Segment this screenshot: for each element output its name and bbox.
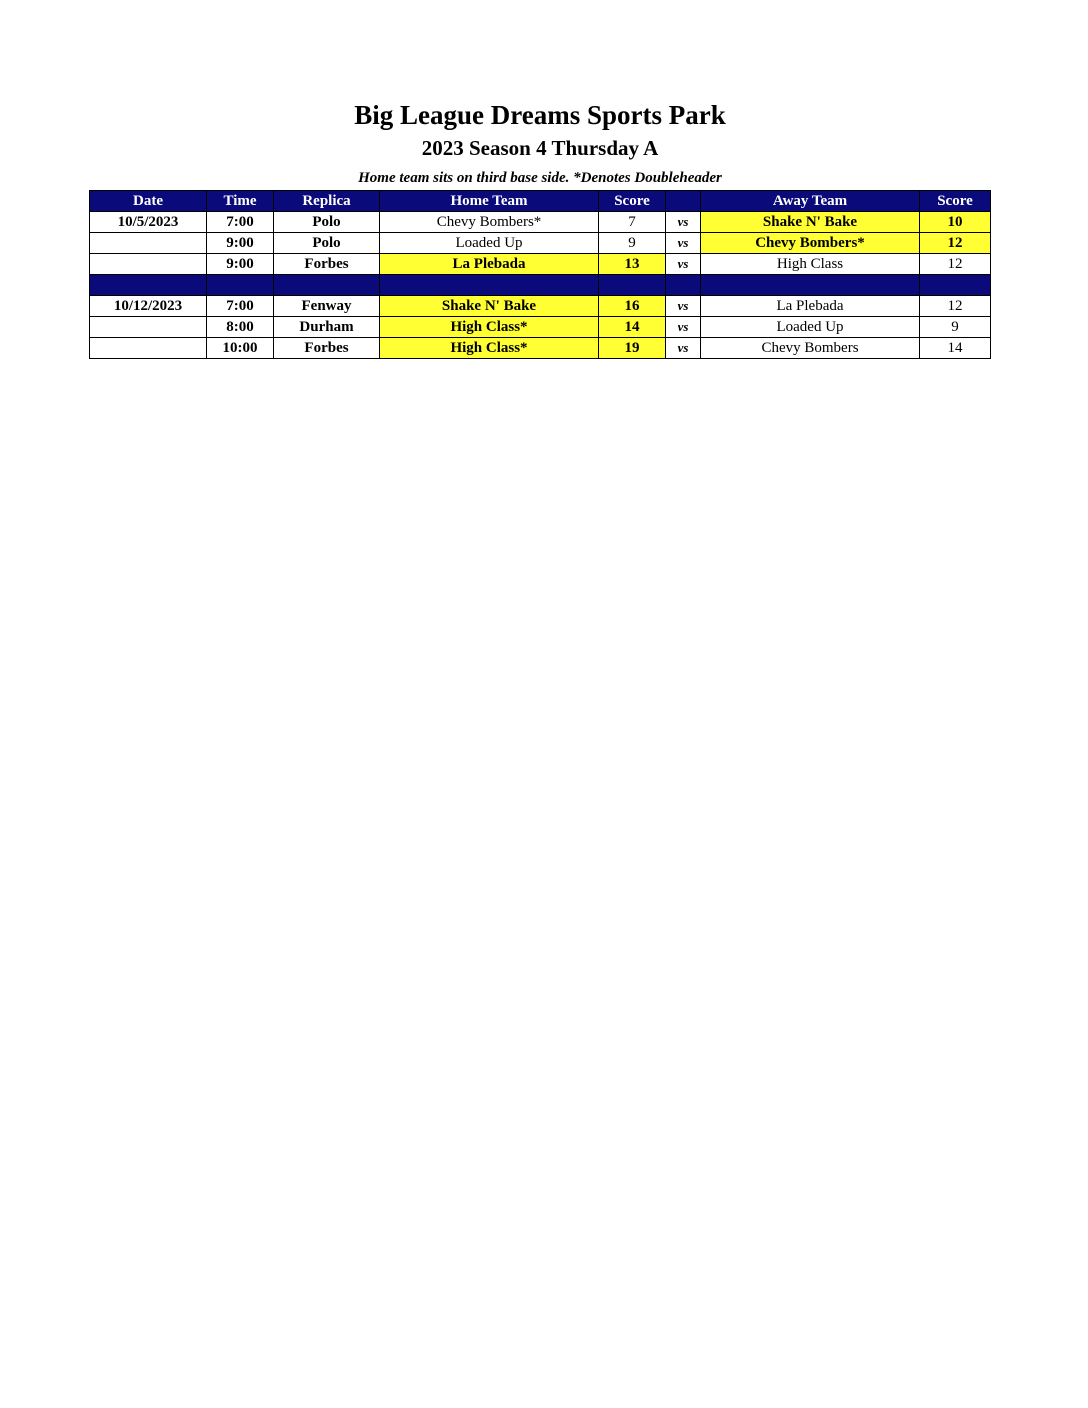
cell-home-score: 16 [599,296,666,317]
cell-away-score: 14 [920,338,991,359]
separator-cell [701,275,920,296]
cell-vs: vs [666,317,701,338]
col-header-replica: Replica [274,191,380,212]
cell-replica: Forbes [274,254,380,275]
cell-home-team: Chevy Bombers* [380,212,599,233]
cell-time: 9:00 [207,233,274,254]
separator-cell [599,275,666,296]
cell-date [90,317,207,338]
table-row [90,317,991,338]
cell-away-team: La Plebada [701,296,920,317]
cell-home-score: 7 [599,212,666,233]
page-title: Big League Dreams Sports Park [354,100,726,130]
cell-home-team: La Plebada [380,254,599,275]
cell-replica: Polo [274,233,380,254]
cell-replica: Polo [274,212,380,233]
cell-time: 7:00 [207,212,274,233]
cell-date: 10/12/2023 [90,296,207,317]
cell-vs: vs [666,338,701,359]
schedule-note: Home team sits on third base side. *Denotes Doubleheader [358,170,722,186]
cell-away-score: 9 [920,317,991,338]
table-header-row [90,191,991,212]
cell-away-score: 12 [920,296,991,317]
cell-away-score: 12 [920,254,991,275]
cell-away-team: Loaded Up [701,317,920,338]
page-subtitle: 2023 Season 4 Thursday A [421,136,659,160]
cell-date [90,338,207,359]
cell-vs: vs [666,296,701,317]
cell-away-team: High Class [701,254,920,275]
col-header-date: Date [90,191,207,212]
cell-away-score: 12 [920,233,991,254]
table-row [90,233,991,254]
col-header-away-team: Away Team [701,191,920,212]
cell-home-score: 14 [599,317,666,338]
cell-replica: Durham [274,317,380,338]
col-header-home-score: Score [599,191,666,212]
cell-date: 10/5/2023 [90,212,207,233]
cell-home-score: 9 [599,233,666,254]
col-header-home-team: Home Team [380,191,599,212]
cell-time: 7:00 [207,296,274,317]
cell-away-team: Chevy Bombers [701,338,920,359]
table-row [90,338,991,359]
cell-home-team: Shake N' Bake [380,296,599,317]
cell-away-score: 10 [920,212,991,233]
separator-cell [666,275,701,296]
cell-time: 10:00 [207,338,274,359]
schedule-table [89,190,991,359]
cell-vs: vs [666,233,701,254]
cell-date [90,233,207,254]
cell-home-score: 13 [599,254,666,275]
week-separator-row [90,275,991,296]
cell-home-team: Loaded Up [380,233,599,254]
cell-date [90,254,207,275]
cell-vs: vs [666,254,701,275]
cell-away-team: Chevy Bombers* [701,233,920,254]
cell-replica: Fenway [274,296,380,317]
table-row [90,212,991,233]
cell-time: 9:00 [207,254,274,275]
col-header-away-score: Score [920,191,991,212]
col-header-time: Time [207,191,274,212]
cell-away-team: Shake N' Bake [701,212,920,233]
cell-time: 8:00 [207,317,274,338]
cell-vs: vs [666,212,701,233]
separator-cell [274,275,380,296]
cell-home-team: High Class* [380,317,599,338]
schedule-body [90,212,991,359]
table-row [90,254,991,275]
table-row [90,296,991,317]
cell-home-score: 19 [599,338,666,359]
separator-cell [380,275,599,296]
separator-cell [207,275,274,296]
separator-cell [90,275,207,296]
cell-replica: Forbes [274,338,380,359]
separator-cell [920,275,991,296]
col-header-vs [666,191,701,212]
cell-home-team: High Class* [380,338,599,359]
